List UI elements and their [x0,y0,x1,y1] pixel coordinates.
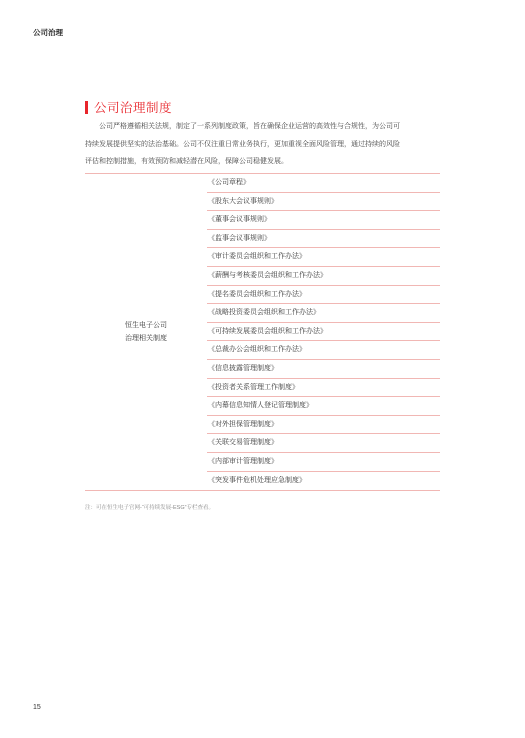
header-section-label: 公司治理 [33,28,63,37]
policy-row: 《关联交易管理制度》 [207,434,440,453]
policy-row: 《董事会议事规则》 [207,211,440,230]
policy-row: 《审计委员会组织和工作办法》 [207,248,440,267]
policy-row: 《内部审计管理制度》 [207,453,440,472]
policy-row: 《突发事件危机处理应急制度》 [208,476,306,484]
policy-row: 《对外担保管理制度》 [207,416,440,435]
policy-row: 《战略投资委员会组织和工作办法》 [207,304,440,323]
policy-row: 《股东大会议事规则》 [207,193,440,212]
section-title: 公司治理制度 [94,101,173,115]
footnote: 注：可在恒生电子官网-“可持续发展-ESG”专栏查看。 [85,505,214,511]
policy-row: 《投资者关系管理工作制度》 [207,379,440,398]
category-label-line: 恒生电子公司 [125,322,167,330]
governance-policies-table [85,173,440,491]
policy-row: 《薪酬与考核委员会组织和工作办法》 [207,267,440,286]
intro-line: 持续发展提供坚实的法治基础。公司不仅注重日常业务执行，更加重视全面风险管理，通过持续的风险 [85,140,400,148]
policy-row: 《总裁办公会组织和工作办法》 [207,341,440,360]
heading-accent-bar [85,101,88,114]
policy-row: 《监事会议事规则》 [207,230,440,249]
policy-row: 《内幕信息知情人登记管理制度》 [207,397,440,416]
intro-line: 评估和控制措施，有效预防和减轻潜在风险，保障公司稳健发展。 [85,158,288,165]
policy-row: 《提名委员会组织和工作办法》 [207,286,440,305]
policy-list [207,174,440,490]
table-category-cell [85,174,207,490]
intro-line: 公司严格遵循相关法规，制定了一系列制度政策，旨在确保企业运营的高效性与合规性，为公司可 [99,123,400,130]
page-number: 15 [33,704,41,711]
policy-row: 《信息披露管理制度》 [207,360,440,379]
policy-row: 《公司章程》 [207,174,440,193]
policy-row: 《可持续发展委员会组织和工作办法》 [207,323,440,342]
category-label-line: 治理相关制度 [125,335,167,343]
intro-paragraph [85,118,440,171]
section-heading [85,98,172,116]
